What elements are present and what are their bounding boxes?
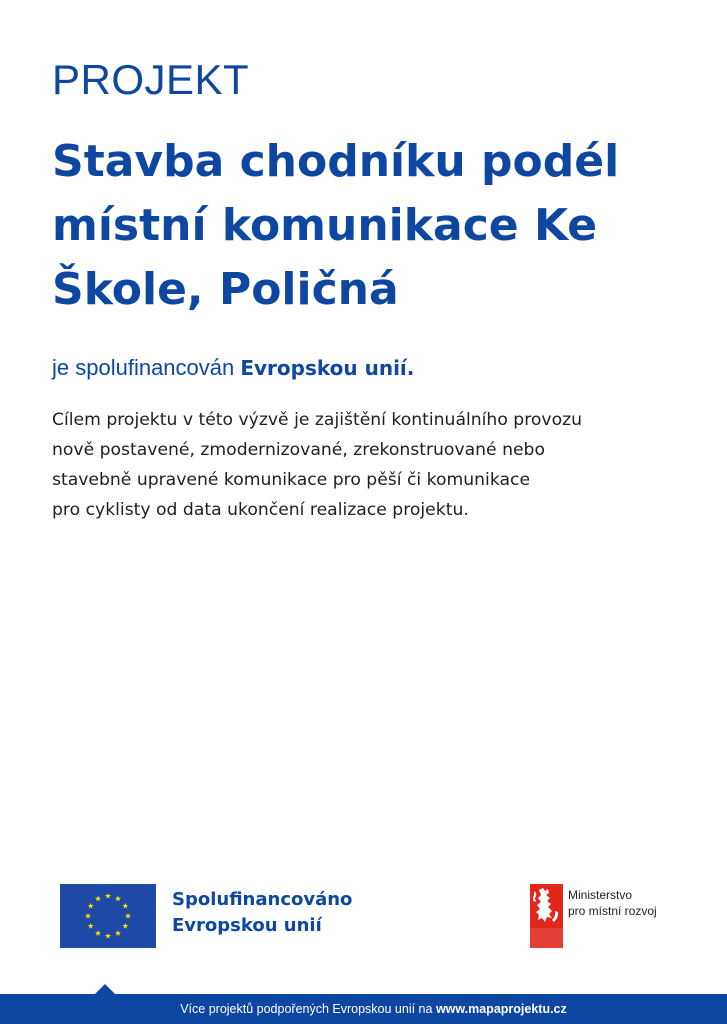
- czech-lion-emblem-icon: [530, 884, 563, 948]
- eu-text-line-1: Spolufinancováno: [172, 889, 353, 910]
- ministry-text-line-2: pro místní rozvoj: [568, 904, 657, 918]
- eu-flag-icon: [60, 884, 156, 948]
- footer-prefix: Více projektů podpořených Evropskou unií na: [180, 1002, 436, 1016]
- cofinancing-emphasis: Evropskou unií.: [240, 356, 415, 380]
- description-line-1: Cílem projektu v této výzvě je zajištění kontinuálního provozu: [52, 410, 583, 430]
- emblem-lower-band: [530, 928, 563, 948]
- eu-cofinanced-text: [172, 887, 352, 939]
- footer-text: [0, 994, 727, 1024]
- title-line-3: Škole, Poličná: [52, 264, 399, 315]
- title-line-1: Stavba chodníku podél: [52, 136, 620, 187]
- ministry-text-line-1: Ministerstvo: [568, 888, 633, 902]
- description-line-3: stavebně upravené komunikace pro pěší či komunikace: [52, 470, 531, 490]
- project-title: [52, 130, 692, 322]
- footer-link[interactable]: www.mapaprojektu.cz: [435, 1002, 567, 1016]
- title-line-2: místní komunikace Ke: [52, 200, 598, 251]
- eu-text-line-2: Evropskou unií: [172, 915, 322, 936]
- description-line-2: nově postavené, zmodernizované, zrekonstruované nebo: [52, 440, 545, 460]
- project-description: [52, 405, 692, 525]
- cofinancing-statement: [52, 354, 414, 382]
- cofinancing-prefix: je spolufinancován: [52, 355, 241, 380]
- footer-bar: [0, 994, 727, 1024]
- description-line-4: pro cyklisty od data ukončení realizace projektu.: [52, 500, 469, 520]
- project-label: PROJEKT: [52, 56, 250, 103]
- ministry-text: [568, 887, 657, 919]
